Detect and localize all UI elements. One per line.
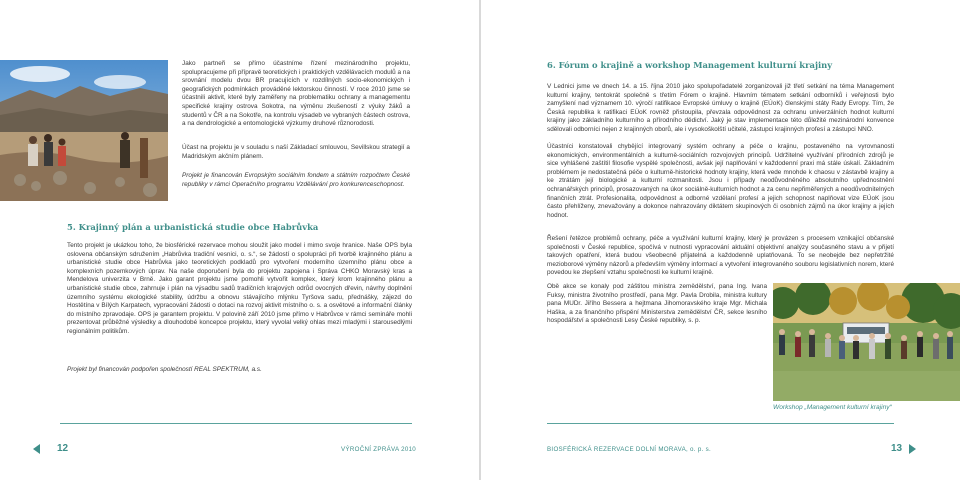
footer-label: VÝROČNÍ ZPRÁVA 2010: [341, 446, 417, 453]
section-5-text: Tento projekt je ukázkou toho, že biosférické rezervace mohou sloužit jako model i mimo svoje hranice. Naše OPS byla oslovena občanským sdružením „Habrůvka tradiční vesnici, o. s.“, se žádostí o spolupráci při tvorbě krajinného plánu a urbanistické studie obce Habrůvka jako teoretických podkladů pro vytvoření moderního územního plánu obce a komplexních pozemkových úprav. Na naše doporučení byla do projektu zapojena i Správa CHKO Moravský kras a Mendelova univerzita v Brně. Jako garant projektu jsme pomohli vytvořit komplex, který krom krajinného plánu a urbanistické studie obce, zahrnuje i plán na výsadbu sadů tradičních krajových odrůd ovocných dřevin, návrhy doplnění územního systému ekologické stability, údržbu a obnovu stávajícího mlýnku Tyršova sadu, přednášky, zájezd do Hostětína v Bílých Karpatech, vypracování žádosti o dotaci na rozvoj aktivit místního o. s. a osvětové a informační články do místního zpravodaje. OPS je garantem projektu. V polovině září 2010 jsme přímo v Habrůvce v rámci semináře mohli prezentovat průběžné výsledky a dlouhodobé koncepce projektu, který vyvolal velký ohlas mezi mladými i starousedlými regionálním politikům.: [67, 242, 412, 335]
section-6-paragraph-2: Účastníci konstatovali chybějící integrovaný systém ochrany a péče o krajinu, postaveného na vyrovnanosti ekonomických, environmentálních a kulturně-sociálních rozvojových principů. Udržitelné využívání přírodních zdrojů je sice vyhlášené zaštítil filosofie vyspělé společnosti, avšak její naplňování v každodenní praxi má stále úskalí. Základním problémem je nedostatečná péče o kulturně-historické hodnoty krajiny, která vede mnohde k chaosu v zástavbě krajiny a ke ztrátám její biologické a kulturní rozmanitosti. Jsou i případy neodůvodněného absolutního upřednostnění ochranářských principů, prosazovaných na úkor sociálně-kulturních hodnot a za cenu nepřiměřených a neodůvodnitelných finančních ztrát. Profesionalita, odpovědnost a odborné vzdělaní profesí a jejich schopnost naplňovat vize EÚoK jsou často přehlíženy, znevažovány a dokonce nahrazovány diktátem skupinových či osobních zájmů na úkor krajiny a jejích hodnot.: [547, 143, 894, 219]
triangle-pointer-icon: [33, 444, 40, 454]
section-6-heading: 6. Fórum o krajině a workshop Management kulturní krajiny: [547, 60, 833, 70]
triangle-pointer-icon: [909, 444, 916, 454]
workshop-photo: [773, 283, 960, 401]
footer-rule: [60, 423, 412, 424]
funding-note: Projekt je financován Evropským sociálním fondem a státním rozpočtem České republiky v rámci Operačního programu Vzdělávání pro konkurenceschopnost.: [182, 172, 410, 188]
right-page: [481, 0, 960, 480]
page-number: 12: [57, 443, 69, 454]
section-5-funding-note: Projekt byl financován podpořen společností REAL SPEKTRUM, a.s.: [67, 366, 262, 373]
sokotra-photo: [0, 60, 168, 201]
section-6-paragraph-4: Obě akce se konaly pod záštitou ministra zemědělství, pana Ing. Ivana Fuksy, ministra životního prostředí, pana Mgr. Pavla Drobila, ministra kultury pana MUDr. Jiřího Bessera a hejtmana Jihomoravského kraje Mgr. Michala Haška, a za finančního přispění Ministerstva zemědělství ČR, sekce lesního hospodářství a společnosti Lesy České republiky, s. p.: [547, 283, 767, 325]
intro-paragraph-1: Jako partneři se přímo účastníme řízení mezinárodního projektu, spolupracujeme při přípravě teoretických i praktických vzdělávacích modulů a na srovnání modelu dvou BR pracujících v rozdílných socio-ekonomických i geografických podmínkách prováděné lektorskou činností. V roce 2010 jsme se účastnili aktivit, které byly zaměřeny na problematiku ochrany a managementu specifické krajiny ostrova Sokotra, na výměnu zkušeností z výuky žáků a studentů v ČR a na Sokotře, na kontrolu výsadeb ve vybraných částech ostrova, a na dendrologické a entomologické výzkumy druhové různorodosti.: [182, 60, 410, 128]
footer-rule: [547, 423, 894, 424]
left-page: [0, 0, 479, 480]
page-number: 13: [891, 443, 903, 454]
section-6-paragraph-1: V Lednici jsme ve dnech 14. a 15. října 2010 jako spolupořadatelé zorganizovali již třetí setkání na téma Management kulturní krajiny, tentokrát společně s třetím Fórem o krajině. Hlavním tématem setkání odborníků i veřejnosti bylo zamyšlení nad významem 10. výročí ratifikace Evropské úmluvy o krajině (EÚoK) členskými státy Rady Evropy. Tím, že Česká republika k ratifikaci EÚoK rovněž přistoupila, převzala odpovědnost za ochranu univerzálních hodnot kulturní krajiny jako základního kulturního a přírodního dědictví. Jaký je stav implementace této důležité mezinárodní konvence sdělovali odborníci nejen z krajinných oborů, ale i vysokoškolští učitelé, zástupci krajinných profesí a zástupci NNO.: [547, 83, 894, 133]
photo-caption: Workshop „Management kulturní krajiny“: [773, 404, 892, 411]
section-5-heading: 5. Krajinný plán a urbanistická studie obce Habrůvka: [67, 222, 319, 232]
intro-paragraph-2: Účast na projektu je v souladu s naší Základací smlouvou, Sevillskou strategií a Madridským akčním plánem.: [182, 144, 410, 160]
section-6-paragraph-3: Řešení řetězce problémů ochrany, péče a využívání kulturní krajiny, který je provázen s procesem vznikající občanské společnosti v České republice, spočívá v nutnosti vypracování aktuální objektivní analýzy současného stavu a v přijetí takových opatření, která budou všeobecně přijatelná a každodenně uplatňovaná. To se neobejde bez nepřetržité mezioborové výměny názorů a především výměny informací a vytvoření integrovaného souboru legislativních norem, které povedou ke zlepšení vztahu společnosti ke kulturní krajině.: [547, 235, 894, 277]
footer-label: BIOSFÉRICKÁ REZERVACE DOLNÍ MORAVA, o. p. s.: [547, 446, 712, 453]
